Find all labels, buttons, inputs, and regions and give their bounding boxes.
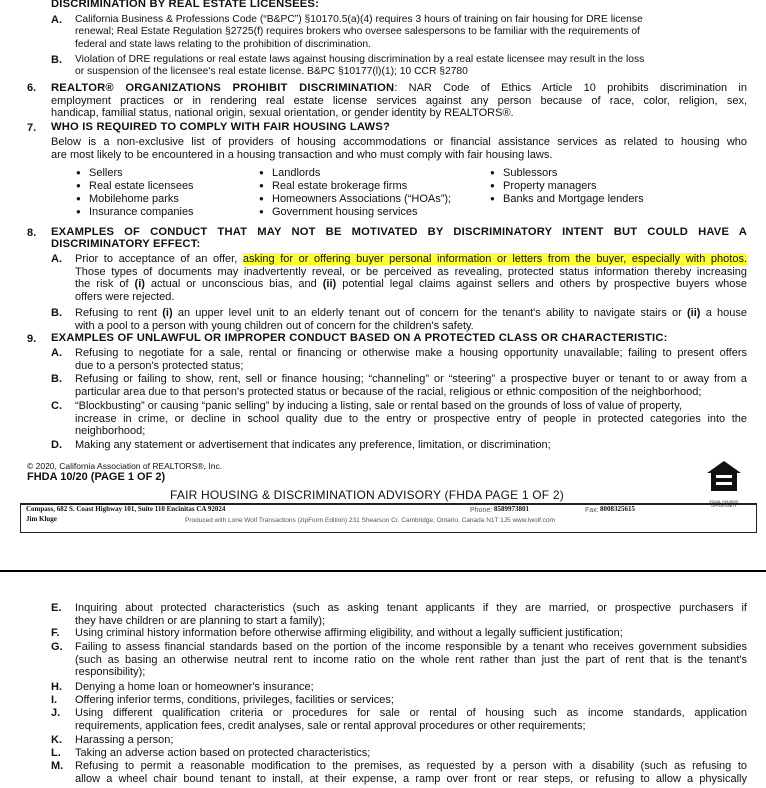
section-heading: WHO IS REQUIRED TO COMPLY WITH FAIR HOUSING LAWS? <box>51 121 391 133</box>
item-text: Making any statement or advertisement that indicates any preference, limitation, or discrimination; <box>75 439 551 451</box>
item-label: G. <box>51 641 63 653</box>
item-label: C. <box>51 400 62 412</box>
list-item: ● Real estate brokerage firms <box>272 180 407 193</box>
item-label: B. <box>51 307 62 319</box>
item-text: Violation of DRE regulations or real estate laws against housing discrimination by a real estate licensee may result in the loss or suspension of the licensee's real estate license. B&PC §10177(l)(1); 10 CCR §2780 <box>75 54 645 78</box>
section-number: 6. <box>27 82 37 94</box>
item-text: Refusing or failing to show, rent, sell or finance housing; “channeling” or “steering” a prospective buyer or tenant to or away from a particular area due to that person's protected status or because of the racial, religious or ethnic composition of the neighborhood; <box>75 373 747 398</box>
list-item: ● Insurance companies <box>89 206 194 219</box>
fax-value: 8008325615 <box>600 505 635 513</box>
item-label: K. <box>51 734 62 746</box>
section-number: 9. <box>27 333 37 345</box>
fax-label: Fax: <box>585 507 599 514</box>
item-text: Refusing to rent (i) an upper level unit to an elderly tenant out of concern for the tenant's ability to navigate stairs or (ii) a house with a pool to a person with young children out of concern for the children's safety. <box>75 307 747 332</box>
produced-by: Produced with Lone Wolf Transactions (zipForm Edition) 231 Shearson Cr. Cambridge, Ontario, Canada N1T 1J5 www.lwolf.com <box>185 517 556 524</box>
item-label: F. <box>51 627 60 639</box>
section-6-text: REALTOR® ORGANIZATIONS PROHIBIT DISCRIMINATION: NAR Code of Ethics Article 10 prohibits discrimination in employment practices or in rendering real estate license services against any person because of race, color, religion, sex, handicap, familial status, national origin, sexual orientation, or gender identity by REALTORS®. <box>51 82 747 120</box>
list-item: ● Government housing services <box>272 206 418 219</box>
item-text: Using different qualification criteria or procedures for sale or rental of housing such as income standards, application requirements, application fees, credit analyses, sale or rental approval procedures or other requirements; <box>75 707 747 732</box>
section-number: 7. <box>27 122 37 134</box>
item-label: M. <box>51 760 64 772</box>
section-7-text: Below is a non-exclusive list of providers of housing accommodations or financial assistance services as related to housing who are most likely to be encountered in a housing transaction and who must comply with fair housing laws. <box>51 136 747 161</box>
item-text: Prior to acceptance of an offer, asking for or offering buyer personal information or letters from the buyer, especially with photos. Those types of documents may inadvertently reveal, or be perceived as revealing, protected status information thereby increasing the risk of (i) actual or unconscious bias, and (ii) potential legal claims against sellers and others by prospective buyers whose offers were rejected. <box>75 253 747 303</box>
item-text: Failing to assess financial standards based on the portion of the income responsible by a tenant who receives government subsidies (such as basing an otherwise neutral rent to income ratio on the whole rent rather than just the part of rent that is the tenant's responsibility); <box>75 641 747 679</box>
footer-title: FAIR HOUSING & DISCRIMINATION ADVISORY (FHDA PAGE 1 OF 2) <box>170 488 564 502</box>
list-item: ● Real estate licensees <box>89 180 194 193</box>
list-item: ● Mobilehome parks <box>89 193 179 206</box>
item-label: I. <box>51 694 58 706</box>
page-separator <box>0 570 766 572</box>
item-text: “Blockbusting” or causing “panic selling” by inducing a listing, sale or rental based on the grounds of loss of value of property, increase in crime, or decline in school quality due to the entry or prospective entry of people in protected categories into the neighborhood; <box>75 400 747 438</box>
item-text: Offering inferior terms, conditions, privileges, facilities or services; <box>75 694 394 706</box>
phone-label: Phone: <box>470 507 493 514</box>
item-label: A. <box>51 253 62 265</box>
phone-value: 8589973801 <box>494 505 529 513</box>
item-label: L. <box>51 747 61 759</box>
item-label: A. <box>51 14 62 26</box>
item-label: J. <box>51 707 61 719</box>
broker-address: Compass, 682 S. Coast Highway 101, Suite 110 Encinitas CA 92024 <box>26 505 226 513</box>
list-item: ● Sublessors <box>503 167 557 180</box>
item-text: Refusing to negotiate for a sale, rental or financing or otherwise make a housing opportunity unavailable; failing to present offers due to a person's protected status; <box>75 347 747 372</box>
item-text: Denying a home loan or homeowner's insurance; <box>75 681 314 693</box>
highlighted-text: asking for or offering buyer personal information or letters from the buyer, especially with photos. <box>242 253 747 265</box>
list-item: ● Property managers <box>503 180 597 193</box>
list-item: ● Homeowners Associations (“HOAs”); <box>272 193 451 206</box>
item-label: E. <box>51 602 62 614</box>
form-id: FHDA 10/20 (PAGE 1 OF 2) <box>27 471 166 483</box>
item-label: B. <box>51 54 62 66</box>
item-text: Using criminal history information before otherwise affirming eligibility, and without a legally sufficient justification; <box>75 627 623 639</box>
item-text: Refusing to permit a reasonable modification to the premises, as requested by a person with a disability (such as refusing to allow a wheel chair bound tenant to install, at their expense, a ramp over front or rear steps, or refusing to allow a physically <box>75 760 747 785</box>
list-item: ● Banks and Mortgage lenders <box>503 193 644 206</box>
item-text: California Business & Professions Code (“B&PC”) §10170.5(a)(4) requires 3 hours of training on fair housing for DRE license renewal; Real Estate Regulation §2725(f) requires brokers who oversee salespersons to be familiar with the requirements of federal and state laws relating to the prohibition of discrimination. <box>75 14 643 50</box>
list-item: ● Sellers <box>89 167 123 180</box>
item-text: Inquiring about protected characteristics (such as asking tenant applicants if they are married, or prospective purchasers if they have children or are planning to start a family); <box>75 602 747 627</box>
item-label: D. <box>51 439 62 451</box>
section-heading: EXAMPLES OF UNLAWFUL OR IMPROPER CONDUCT BASED ON A PROTECTED CLASS OR CHARACTERISTIC: <box>51 332 668 344</box>
copyright: © 2020, California Association of REALTORS®, Inc. <box>27 461 223 471</box>
section-number: 8. <box>27 227 37 239</box>
equal-housing-icon: EQUAL HOUSING OPPORTUNITY <box>704 459 744 503</box>
agent-name: Jim Kluge <box>26 515 57 523</box>
item-text: Harassing a person; <box>75 734 174 746</box>
item-label: H. <box>51 681 62 693</box>
list-item: ● Landlords <box>272 167 320 180</box>
item-label: B. <box>51 373 62 385</box>
section-heading: DISCRIMINATION BY REAL ESTATE LICENSEES: <box>51 0 320 10</box>
item-text: Taking an adverse action based on protected characteristics; <box>75 747 371 759</box>
section-heading: EXAMPLES OF CONDUCT THAT MAY NOT BE MOTIVATED BY DISCRIMINATORY INTENT BUT COULD HAVE A DISCRIMINATORY EFFECT: <box>51 226 747 250</box>
item-label: A. <box>51 347 62 359</box>
